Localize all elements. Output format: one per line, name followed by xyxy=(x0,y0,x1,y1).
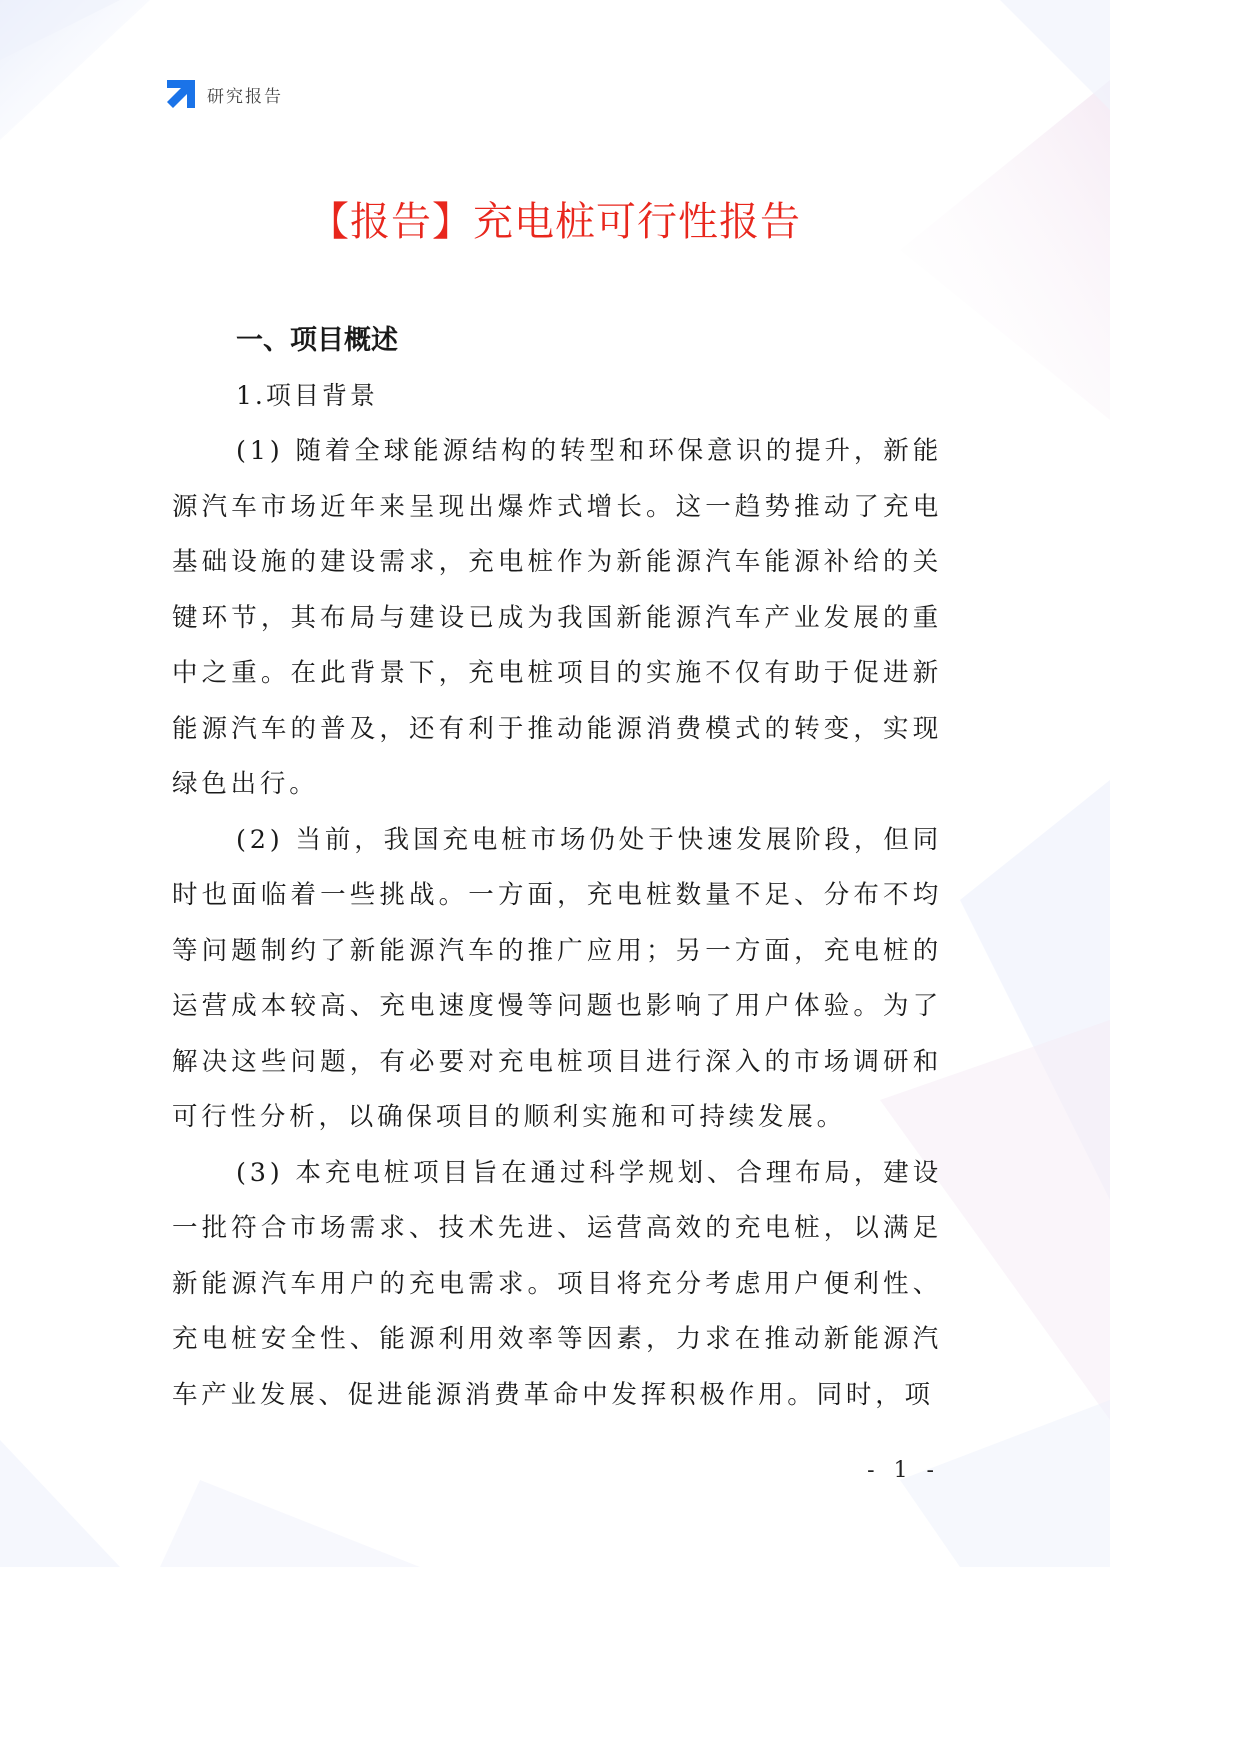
header-label: 研究报告 xyxy=(207,86,283,107)
page-number: - 1 - xyxy=(867,1458,940,1483)
paragraph-2: (2) 当前，我国充电桩市场仍处于快速发展阶段，但同时也面临着一些挑战。一方面，充电桩数量不足、分布不均等问题制约了新能源汽车的推广应用；另一方面，充电桩的运营成本较高、充电速度慢等问题也影响了用户体验。为了解决这些问题，有必要对充电桩项目进行深入的市场调研和可行性分析，以确保项目的顺利实施和可持续发展。 xyxy=(172,824,942,1132)
document-body xyxy=(172,316,942,1423)
arrow-up-right-icon xyxy=(165,78,197,110)
document-title: 【报告】充电桩可行性报告 xyxy=(309,199,801,245)
section-heading: 一、项目概述 xyxy=(236,325,398,356)
paragraph-1: (1) 随着全球能源结构的转型和环保意识的提升，新能源汽车市场近年来呈现出爆炸式增长。这一趋势推动了充电基础设施的建设需求，充电桩作为新能源汽车能源补给的关键环节，其布局与建设已成为我国新能源汽车产业发展的重中之重。在此背景下，充电桩项目的实施不仅有助于促进新能源汽车的普及，还有利于推动能源消费模式的转变，实现绿色出行。 xyxy=(172,436,942,799)
paragraph-3: (3) 本充电桩项目旨在通过科学规划、合理布局，建设一批符合市场需求、技术先进、运营高效的充电桩，以满足新能源汽车用户的充电需求。项目将充分考虑用户便利性、充电桩安全性、能源利用效率等因素，力求在推动新能源汽车产业发展、促进能源消费革命中发挥积极作用。同时，项 xyxy=(172,1157,942,1410)
report-header xyxy=(165,78,283,110)
sub-heading: 1.项目背景 xyxy=(236,381,378,410)
